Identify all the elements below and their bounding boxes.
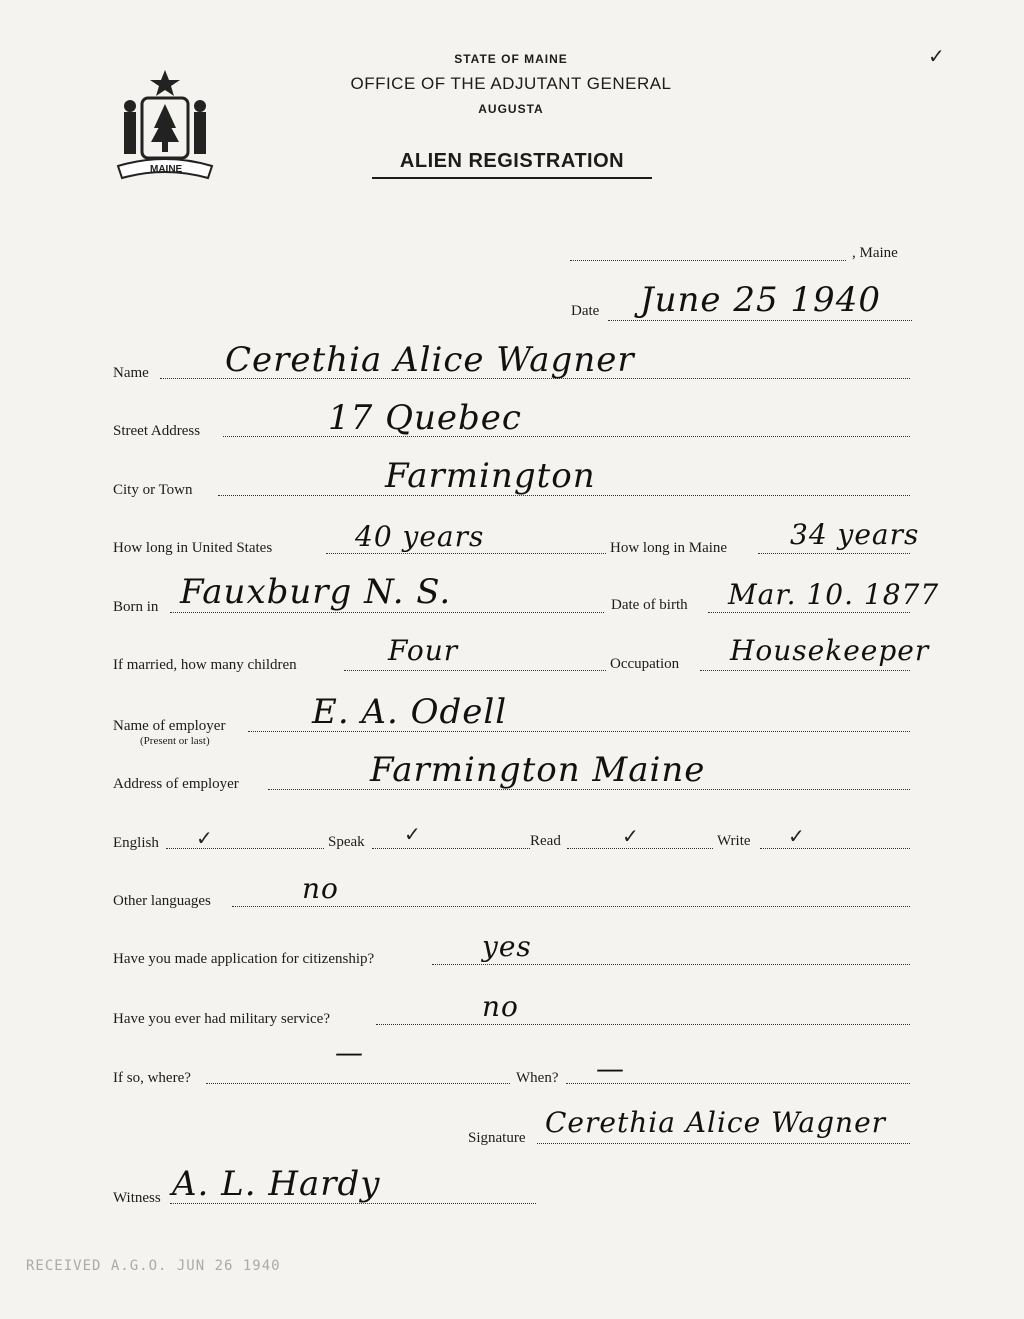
- corner-check-mark: ✓: [928, 44, 945, 68]
- when-value: —: [596, 1052, 625, 1085]
- write-field[interactable]: [760, 848, 910, 849]
- employer-label: Name of employer: [113, 718, 226, 734]
- place-field[interactable]: [570, 260, 846, 261]
- occupation-label: Occupation: [610, 656, 680, 672]
- how-long-us-label: How long in United States: [113, 540, 273, 556]
- write-check-mark: ✓: [788, 824, 805, 848]
- military-value: no: [482, 990, 519, 1023]
- other-languages-label: Other languages: [113, 893, 211, 909]
- date-label: Date: [571, 303, 600, 319]
- place-suffix: , Maine: [852, 245, 898, 261]
- date-value: June 25 1940: [640, 280, 881, 320]
- citizenship-value: yes: [482, 930, 532, 963]
- how-long-us-field[interactable]: [326, 553, 606, 554]
- citizenship-field[interactable]: [432, 964, 910, 965]
- date-of-birth-label: Date of birth: [611, 597, 688, 613]
- city-value: Farmington: [385, 456, 596, 496]
- witness-value: A. L. Hardy: [172, 1164, 381, 1204]
- signature-field[interactable]: [537, 1143, 910, 1144]
- occupation-value: Housekeeper: [730, 634, 930, 667]
- children-value: Four: [388, 634, 459, 667]
- military-field[interactable]: [376, 1024, 910, 1025]
- born-in-field[interactable]: [170, 612, 604, 613]
- state-seal: [112, 66, 218, 186]
- city-label: City or Town: [113, 482, 193, 498]
- date-of-birth-field[interactable]: [708, 612, 910, 613]
- read-field[interactable]: [567, 848, 713, 849]
- born-in-value: Fauxburg N. S.: [180, 572, 452, 612]
- write-label: Write: [717, 833, 751, 849]
- how-long-maine-value: 34 years: [790, 518, 920, 551]
- speak-label: Speak: [328, 834, 365, 850]
- header-office: OFFICE OF THE ADJUTANT GENERAL: [350, 74, 672, 93]
- children-field[interactable]: [344, 670, 606, 671]
- signature-label: Signature: [468, 1130, 526, 1146]
- street-value: 17 Quebec: [328, 398, 522, 438]
- received-stamp: RECEIVED A.G.O. JUN 26 1940: [26, 1258, 281, 1274]
- where-field[interactable]: [206, 1083, 510, 1084]
- english-label: English: [113, 835, 159, 851]
- header-city: AUGUSTA: [478, 102, 544, 116]
- date-field[interactable]: [608, 320, 912, 321]
- header-state: STATE OF MAINE: [454, 52, 568, 66]
- read-check-mark: ✓: [622, 824, 639, 848]
- citizenship-label: Have you made application for citizenship?: [113, 951, 375, 967]
- speak-check-mark: ✓: [404, 822, 421, 846]
- where-label: If so, where?: [113, 1070, 191, 1086]
- how-long-maine-label: How long in Maine: [610, 540, 728, 556]
- other-languages-value: no: [302, 872, 339, 905]
- employer-address-value: Farmington Maine: [370, 750, 706, 790]
- when-label: When?: [516, 1070, 559, 1086]
- read-label: Read: [530, 833, 561, 849]
- military-label: Have you ever had military service?: [113, 1011, 330, 1027]
- form-title: ALIEN REGISTRATION: [372, 150, 652, 179]
- occupation-field[interactable]: [700, 670, 910, 671]
- how-long-us-value: 40 years: [355, 520, 485, 553]
- employer-address-label: Address of employer: [113, 776, 239, 792]
- english-field[interactable]: [166, 848, 324, 849]
- speak-field[interactable]: [372, 848, 530, 849]
- signature-value: Cerethia Alice Wagner: [545, 1106, 887, 1139]
- english-check-mark: ✓: [196, 826, 213, 850]
- born-in-label: Born in: [113, 599, 159, 615]
- name-value: Cerethia Alice Wagner: [225, 340, 635, 380]
- street-field[interactable]: [223, 436, 910, 437]
- witness-label: Witness: [113, 1190, 161, 1206]
- employer-value: E. A. Odell: [312, 692, 508, 732]
- other-languages-field[interactable]: [232, 906, 910, 907]
- children-label: If married, how many children: [113, 657, 297, 673]
- seal-banner-text: MAINE: [150, 164, 183, 175]
- how-long-maine-field[interactable]: [758, 553, 910, 554]
- where-value: —: [335, 1036, 364, 1069]
- date-of-birth-value: Mar. 10. 1877: [728, 578, 940, 611]
- street-label: Street Address: [113, 423, 201, 439]
- name-label: Name: [113, 365, 149, 381]
- employer-sublabel: (Present or last): [140, 735, 210, 747]
